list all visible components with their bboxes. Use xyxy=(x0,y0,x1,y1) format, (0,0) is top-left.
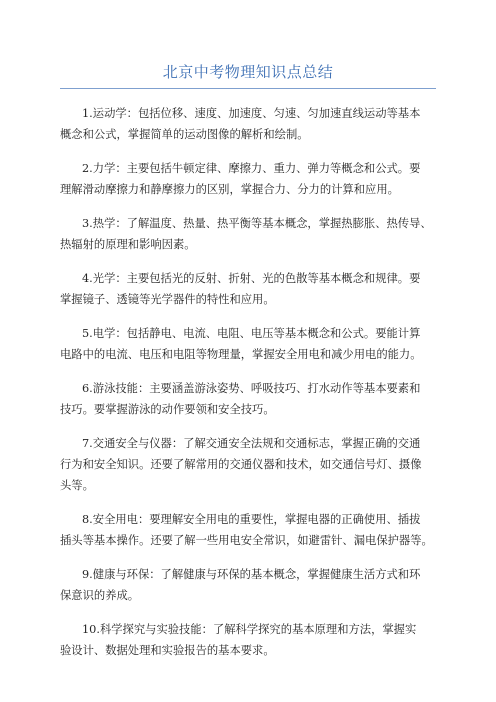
paragraph-line: 2.力学：主要包括牛顿定律、摩擦力、重力、弹力等概念和公式。要 xyxy=(82,162,421,175)
paragraph-traffic-safety xyxy=(60,433,436,496)
paragraph-electrical-safety xyxy=(60,509,436,551)
paragraph-line: 8.安全用电：要理解安全用电的重要性，掌握电器的正确使用、插拔 xyxy=(82,513,421,526)
paragraph-line: 行为和安全知识。还要了解常用的交通仪器和技术，如交通信号灯、摄像 xyxy=(60,458,422,471)
paragraph-line: 1.运动学：包括位移、速度、加速度、匀速、匀加速直线运动等基本 xyxy=(82,107,421,120)
paragraph-swimming xyxy=(60,378,436,420)
paragraph-scientific-inquiry xyxy=(60,619,436,661)
paragraph-line: 5.电学：包括静电、电流、电阻、电压等基本概念和公式。要能计算 xyxy=(82,327,421,340)
paragraph-line: 热辐射的原理和影响因素。 xyxy=(60,238,196,251)
paragraph-kinematics xyxy=(60,103,436,145)
paragraph-line: 10.科学探究与实验技能：了解科学探究的基本原理和方法，掌握实 xyxy=(82,623,417,636)
paragraph-line: 9.健康与环保：了解健康与环保的基本概念，掌握健康生活方式和环 xyxy=(82,568,421,581)
paragraph-line: 头等。 xyxy=(60,479,94,492)
paragraph-line: 3.热学：了解温度、热量、热平衡等基本概念，掌握热膨胀、热传导、 xyxy=(82,217,432,230)
title-underline xyxy=(60,88,436,89)
document-title: 北京中考物理知识点总结 xyxy=(162,63,334,81)
paragraph-line: 技巧。要掌握游泳的动作要领和安全技巧。 xyxy=(60,403,275,416)
paragraph-line: 插头等基本操作。还要了解一些用电安全常识，如避雷针、漏电保护器等。 xyxy=(60,534,433,547)
paragraph-line: 验设计、数据处理和实验报告的基本要求。 xyxy=(60,644,275,657)
paragraph-line: 保意识的养成。 xyxy=(60,589,140,602)
paragraph-line: 电路中的电流、电压和电阻等物理量，掌握安全用电和减少用电的能力。 xyxy=(60,348,422,361)
paragraph-electricity xyxy=(60,323,436,365)
paragraph-thermodynamics xyxy=(60,213,436,255)
paragraph-line: 6.游泳技能：主要涵盖游泳姿势、呼吸技巧、打水动作等基本要素和 xyxy=(82,382,421,395)
paragraph-line: 4.光学：主要包括光的反射、折射、光的色散等基本概念和规律。要 xyxy=(82,272,421,285)
paragraph-health-environment xyxy=(60,564,436,606)
paragraph-mechanics xyxy=(60,158,436,200)
paragraph-line: 7.交通安全与仪器：了解交通安全法规和交通标志，掌握正确的交通 xyxy=(82,437,421,450)
paragraph-optics xyxy=(60,268,436,310)
paragraph-line: 理解滑动摩擦力和静摩擦力的区别，掌握合力、分力的计算和应用。 xyxy=(60,183,399,196)
paragraph-line: 概念和公式，掌握简单的运动图像的解析和绘制。 xyxy=(60,128,309,141)
paragraph-line: 掌握镜子、透镜等光学器件的特性和应用。 xyxy=(60,293,275,306)
